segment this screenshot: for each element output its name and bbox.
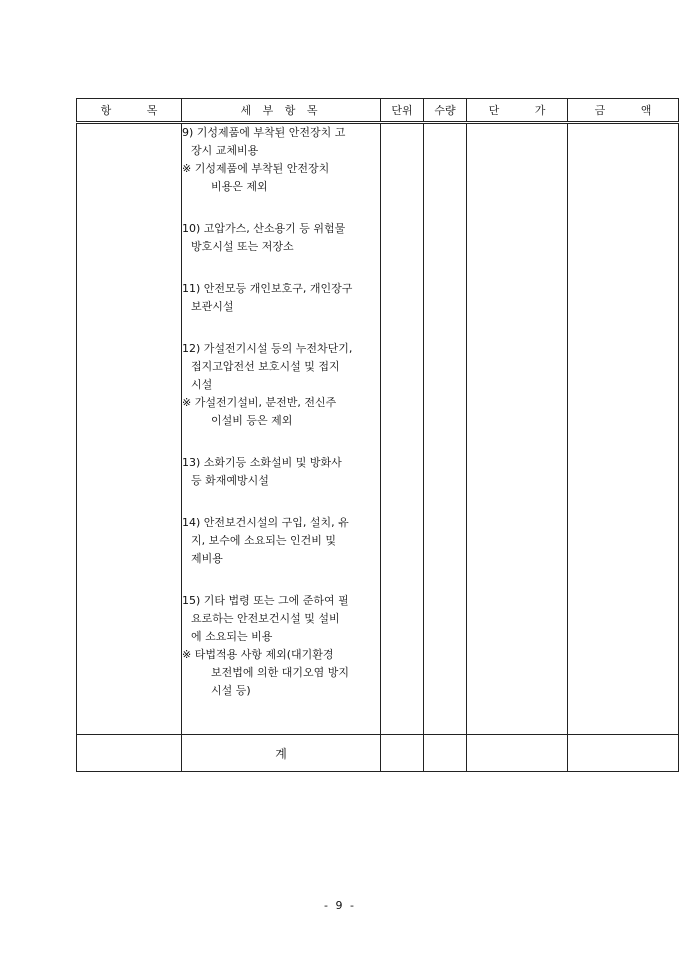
table-row (77, 123, 679, 735)
detail-entry (182, 514, 380, 568)
detail-line: 에 소요되는 비용 (191, 630, 273, 643)
header-quantity: 수량 (424, 99, 467, 123)
detail-line: 13) 소화기등 소화설비 및 방화사 (182, 456, 342, 469)
total-row (77, 735, 679, 772)
detail-entry (182, 124, 380, 196)
detail-line: 12) 가설전기시설 등의 누전차단기, (182, 342, 353, 355)
unit-price-cell (467, 123, 568, 735)
detail-line: 보관시설 (191, 300, 234, 313)
detail-line: 방호시설 또는 저장소 (191, 240, 294, 253)
header-amount: 금 액 (568, 99, 679, 123)
detail-line: 장시 교체비용 (191, 144, 259, 157)
page-number: - 9 - (324, 899, 356, 912)
detail-cell (182, 123, 381, 735)
detail-entry (182, 220, 380, 256)
detail-note-line: 비용은 제외 (211, 180, 268, 193)
total-label: 계 (182, 735, 381, 772)
detail-line: 지, 보수에 소요되는 인건비 및 (191, 534, 336, 547)
detail-note-line: 시설 등) (211, 684, 251, 697)
detail-note-line: 이설비 등은 제외 (211, 414, 293, 427)
detail-entry (182, 280, 380, 316)
header-item: 항 목 (77, 99, 182, 123)
header-unit: 단위 (381, 99, 424, 123)
total-quantity-cell (424, 735, 467, 772)
total-item-cell (77, 735, 182, 772)
quantity-cell (424, 123, 467, 735)
detail-note-line: ※ 가설전기설비, 분전반, 전신주 (182, 396, 337, 409)
detail-note-line: ※ 기성제품에 부착된 안전장치 (182, 162, 330, 175)
detail-line: 10) 고압가스, 산소용기 등 위험물 (182, 222, 346, 235)
unit-cell (381, 123, 424, 735)
detail-line: 15) 기타 법령 또는 그에 준하여 필 (182, 594, 349, 607)
detail-note-line: 보전법에 의한 대기오염 방지 (211, 666, 350, 679)
table-header-row (77, 99, 679, 123)
detail-entry (182, 340, 380, 430)
detail-line: 제비용 (191, 552, 223, 565)
cost-table (76, 98, 679, 772)
detail-line: 14) 안전보건시설의 구입, 설치, 유 (182, 516, 349, 529)
total-unit-cell (381, 735, 424, 772)
detail-line: 11) 안전모등 개인보호구, 개인장구 (182, 282, 353, 295)
header-detail: 세 부 항 목 (182, 99, 381, 123)
total-unit-price-cell (467, 735, 568, 772)
detail-line: 9) 기성제품에 부착된 안전장치 고 (182, 126, 346, 139)
detail-line: 등 화재예방시설 (191, 474, 269, 487)
amount-cell (568, 123, 679, 735)
detail-note-line: ※ 타법적용 사항 제외(대기환경 (182, 648, 334, 661)
detail-entry (182, 592, 380, 700)
detail-line: 시설 (191, 378, 213, 391)
detail-entry (182, 454, 380, 490)
item-cell (77, 123, 182, 735)
detail-line: 접지고압전선 보호시설 및 접지 (191, 360, 340, 373)
detail-line: 요로하는 안전보건시설 및 설비 (191, 612, 340, 625)
total-amount-cell (568, 735, 679, 772)
header-unit-price: 단 가 (467, 99, 568, 123)
